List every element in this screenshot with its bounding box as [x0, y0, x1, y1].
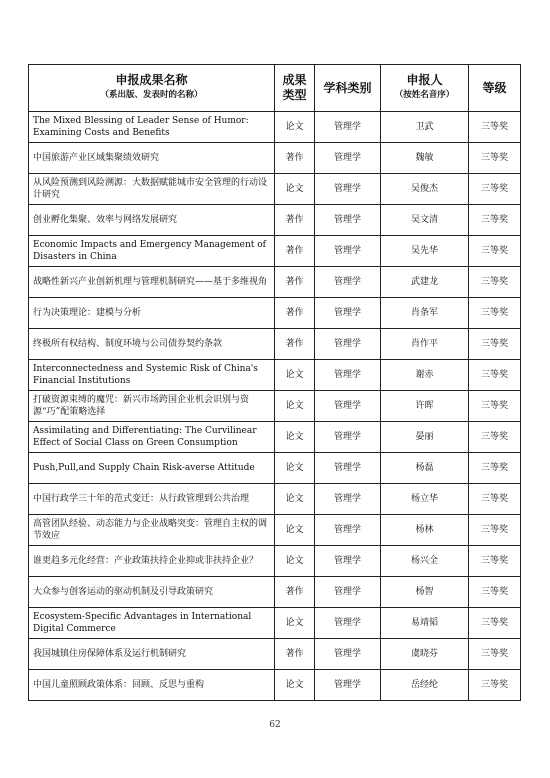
- table-row: [29, 143, 521, 174]
- table-row: [29, 484, 521, 515]
- cell-title: 中国儿童照顾政策体系：回顾、反思与重构: [29, 670, 275, 701]
- cell-applicant: 虞晓芬: [381, 639, 469, 670]
- table-row: [29, 546, 521, 577]
- cell-applicant: 肖条军: [381, 298, 469, 329]
- cell-grade: 三等奖: [469, 143, 521, 174]
- table-row: [29, 453, 521, 484]
- cell-applicant: 谢赤: [381, 360, 469, 391]
- cell-grade: 三等奖: [469, 298, 521, 329]
- cell-grade: 三等奖: [469, 515, 521, 546]
- table-row: [29, 205, 521, 236]
- header-type: 成果类型: [275, 65, 315, 112]
- cell-type: 著作: [275, 298, 315, 329]
- cell-discipline: 管理学: [315, 205, 381, 236]
- header-discipline: 学科类别: [315, 65, 381, 112]
- cell-type: 论文: [275, 174, 315, 205]
- cell-discipline: 管理学: [315, 236, 381, 267]
- header-applicant: 申报人 （按姓名音序）: [381, 65, 469, 112]
- cell-grade: 三等奖: [469, 267, 521, 298]
- cell-discipline: 管理学: [315, 267, 381, 298]
- cell-grade: 三等奖: [469, 112, 521, 143]
- cell-title: 大众参与创客运动的驱动机制及引导政策研究: [29, 577, 275, 608]
- cell-discipline: 管理学: [315, 174, 381, 205]
- cell-grade: 三等奖: [469, 639, 521, 670]
- cell-title: Ecosystem-Specific Advantages in International Digital Commerce: [29, 608, 275, 639]
- cell-discipline: 管理学: [315, 546, 381, 577]
- cell-title: Economic Impacts and Emergency Management of Disasters in China: [29, 236, 275, 267]
- cell-discipline: 管理学: [315, 143, 381, 174]
- cell-discipline: 管理学: [315, 639, 381, 670]
- header-grade: 等级: [469, 65, 521, 112]
- cell-applicant: 吴俊杰: [381, 174, 469, 205]
- cell-discipline: 管理学: [315, 391, 381, 422]
- cell-discipline: 管理学: [315, 577, 381, 608]
- cell-type: 论文: [275, 546, 315, 577]
- cell-type: 著作: [275, 639, 315, 670]
- cell-discipline: 管理学: [315, 608, 381, 639]
- table-row: [29, 577, 521, 608]
- table-row: [29, 298, 521, 329]
- cell-grade: 三等奖: [469, 670, 521, 701]
- cell-type: 著作: [275, 205, 315, 236]
- cell-title: 终极所有权结构、制度环境与公司债券契约条款: [29, 329, 275, 360]
- cell-grade: 三等奖: [469, 391, 521, 422]
- cell-type: 论文: [275, 112, 315, 143]
- cell-title: Assimilating and Differentiating: The Curvilinear Effect of Social Class on Green Consumption: [29, 422, 275, 453]
- cell-applicant: 吴文清: [381, 205, 469, 236]
- cell-applicant: 许晖: [381, 391, 469, 422]
- cell-title: Push,Pull,and Supply Chain Risk-averse Attitude: [29, 453, 275, 484]
- cell-applicant: 肖作平: [381, 329, 469, 360]
- cell-title: 中国行政学三十年的范式变迁：从行政管理到公共治理: [29, 484, 275, 515]
- cell-discipline: 管理学: [315, 670, 381, 701]
- table-row: [29, 236, 521, 267]
- cell-discipline: 管理学: [315, 484, 381, 515]
- cell-title: 创业孵化集聚、效率与网络发展研究: [29, 205, 275, 236]
- cell-grade: 三等奖: [469, 453, 521, 484]
- cell-type: 著作: [275, 577, 315, 608]
- table-row: [29, 422, 521, 453]
- table-row: [29, 112, 521, 143]
- table-row: [29, 608, 521, 639]
- cell-title: 高管团队经验、动态能力与企业战略突变：管理自主权的调节效应: [29, 515, 275, 546]
- cell-discipline: 管理学: [315, 515, 381, 546]
- table-row: [29, 329, 521, 360]
- table-row: [29, 267, 521, 298]
- cell-grade: 三等奖: [469, 422, 521, 453]
- cell-grade: 三等奖: [469, 484, 521, 515]
- cell-title: 打破资源束缚的魔咒：新兴市场跨国企业机会识别与资源“巧”配策略选择: [29, 391, 275, 422]
- cell-applicant: 杨林: [381, 515, 469, 546]
- cell-title: 行为决策理论：建模与分析: [29, 298, 275, 329]
- cell-discipline: 管理学: [315, 422, 381, 453]
- cell-title: The Mixed Blessing of Leader Sense of Humor: Examining Costs and Benefits: [29, 112, 275, 143]
- cell-discipline: 管理学: [315, 329, 381, 360]
- cell-applicant: 杨磊: [381, 453, 469, 484]
- cell-applicant: 武建龙: [381, 267, 469, 298]
- cell-type: 论文: [275, 391, 315, 422]
- cell-grade: 三等奖: [469, 577, 521, 608]
- cell-applicant: 杨立华: [381, 484, 469, 515]
- table-row: [29, 515, 521, 546]
- page-number: 62: [269, 720, 281, 730]
- cell-applicant: 晏丽: [381, 422, 469, 453]
- cell-type: 论文: [275, 422, 315, 453]
- cell-title: 中国旅游产业区域集聚绩效研究: [29, 143, 275, 174]
- header-row: [29, 65, 521, 112]
- cell-title: 谁更趋多元化经营：产业政策扶持企业抑或非扶持企业？: [29, 546, 275, 577]
- cell-applicant: 岳经纶: [381, 670, 469, 701]
- cell-type: 论文: [275, 608, 315, 639]
- cell-applicant: 杨智: [381, 577, 469, 608]
- cell-discipline: 管理学: [315, 298, 381, 329]
- table-row: [29, 391, 521, 422]
- cell-applicant: 易靖韬: [381, 608, 469, 639]
- cell-type: 论文: [275, 515, 315, 546]
- cell-applicant: 魏敏: [381, 143, 469, 174]
- cell-applicant: 杨兴全: [381, 546, 469, 577]
- cell-type: 著作: [275, 329, 315, 360]
- cell-title: 战略性新兴产业创新机理与管理机制研究——基于多维视角: [29, 267, 275, 298]
- cell-type: 著作: [275, 236, 315, 267]
- cell-grade: 三等奖: [469, 236, 521, 267]
- cell-type: 论文: [275, 360, 315, 391]
- header-title: 申报成果名称 （系出版、发表时的名称）: [29, 65, 275, 112]
- table-row: [29, 174, 521, 205]
- cell-title: Interconnectedness and Systemic Risk of China's Financial Institutions: [29, 360, 275, 391]
- cell-grade: 三等奖: [469, 546, 521, 577]
- table-row: [29, 670, 521, 701]
- table-row: [29, 639, 521, 670]
- cell-applicant: 吴先华: [381, 236, 469, 267]
- cell-title: 从风险预测到风险溯源：大数据赋能城市安全管理的行动设计研究: [29, 174, 275, 205]
- cell-type: 著作: [275, 143, 315, 174]
- cell-grade: 三等奖: [469, 608, 521, 639]
- cell-type: 论文: [275, 453, 315, 484]
- cell-discipline: 管理学: [315, 453, 381, 484]
- awards-table: [28, 64, 521, 701]
- cell-grade: 三等奖: [469, 205, 521, 236]
- cell-grade: 三等奖: [469, 174, 521, 205]
- cell-type: 论文: [275, 484, 315, 515]
- cell-grade: 三等奖: [469, 329, 521, 360]
- cell-discipline: 管理学: [315, 112, 381, 143]
- table-row: [29, 360, 521, 391]
- cell-title: 我国城镇住房保障体系及运行机制研究: [29, 639, 275, 670]
- cell-applicant: 卫武: [381, 112, 469, 143]
- cell-type: 论文: [275, 670, 315, 701]
- cell-discipline: 管理学: [315, 360, 381, 391]
- cell-grade: 三等奖: [469, 360, 521, 391]
- cell-type: 著作: [275, 267, 315, 298]
